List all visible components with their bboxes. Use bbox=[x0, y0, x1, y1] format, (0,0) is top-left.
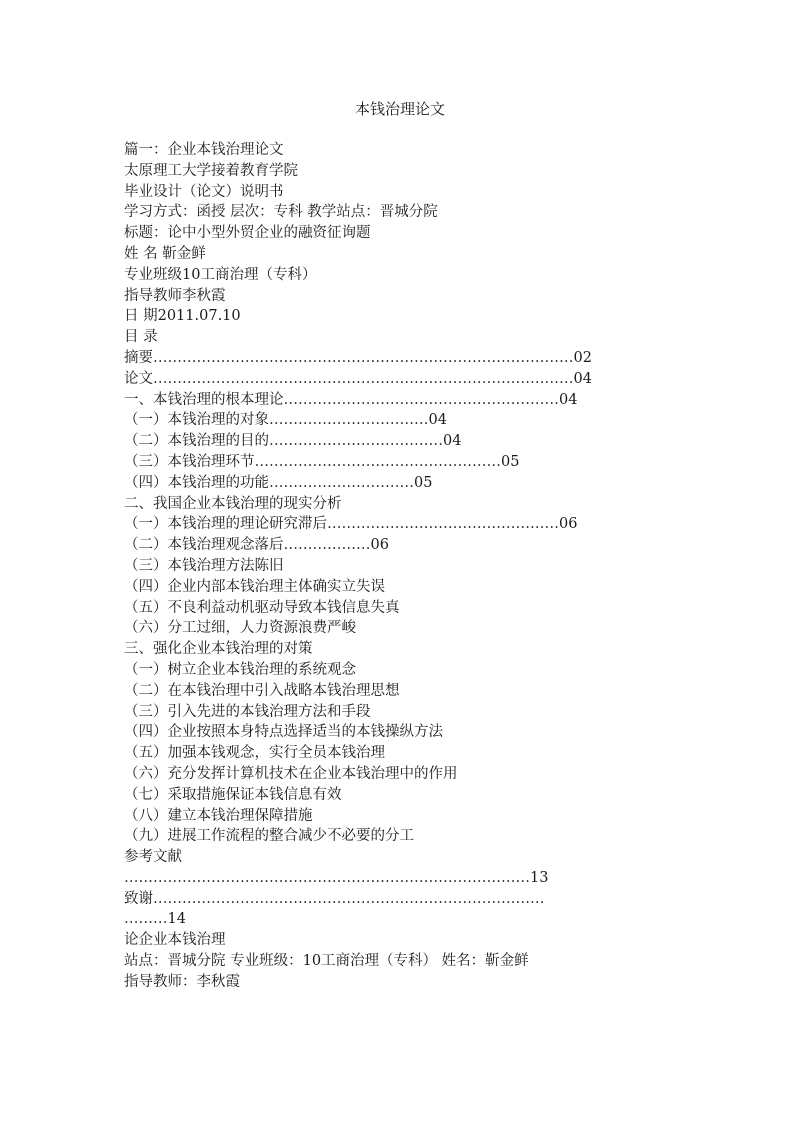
toc-label: （一）本钱治理的理论研究滞后 bbox=[124, 516, 327, 533]
toc-label: 一、本钱治理的根本理论 bbox=[124, 391, 284, 408]
toc-leader: …………………………………………………………………………… bbox=[153, 370, 574, 387]
toc-entry bbox=[124, 473, 654, 494]
toc-leader: …………………………………………………………………………… bbox=[153, 349, 574, 366]
toc-page-number: 05 bbox=[501, 453, 520, 470]
toc-label: （五）不良利益动机驱动导致本钱信息失真 bbox=[124, 599, 400, 616]
toc-label: （六）分工过细，人力资源浪费严峻 bbox=[124, 620, 356, 637]
toc-entry bbox=[124, 369, 654, 390]
toc-entry bbox=[124, 410, 654, 431]
toc-entry bbox=[124, 889, 654, 910]
toc-label: （三）引入先进的本钱治理方法和手段 bbox=[124, 703, 371, 720]
toc-label: 三、强化企业本钱治理的对策 bbox=[124, 641, 313, 658]
toc-entry bbox=[124, 785, 654, 806]
toc-label: （四）本钱治理的功能 bbox=[124, 474, 269, 491]
toc-entry bbox=[124, 722, 654, 743]
toc-entry bbox=[124, 494, 654, 515]
toc-entry bbox=[124, 847, 654, 868]
toc-entry bbox=[124, 556, 654, 577]
text-line: 姓 名 靳金鲜 bbox=[124, 245, 206, 262]
toc-entry bbox=[124, 660, 654, 681]
text-line: 毕业设计（论文）说明书 bbox=[124, 183, 284, 200]
toc-page-number: 06 bbox=[559, 516, 578, 533]
text-line: 站点：晋城分院 专业班级：10工商治理（专科） 姓名：靳金鲜 bbox=[124, 953, 529, 970]
toc-page-number: 04 bbox=[443, 433, 462, 450]
text-line: 指导教师：李秋霞 bbox=[124, 973, 240, 990]
toc-entry bbox=[124, 681, 654, 702]
toc-label: 参考文献 bbox=[124, 849, 182, 866]
text-line: 专业班级10工商治理（专科） bbox=[124, 266, 317, 283]
toc-page-number: 04 bbox=[428, 412, 447, 429]
toc-label: 致谢 bbox=[124, 890, 153, 907]
toc-entry bbox=[124, 348, 654, 369]
toc-entry bbox=[124, 390, 654, 411]
toc-entry bbox=[124, 868, 654, 889]
toc-label: （四）企业按照本身特点选择适当的本钱操纵方法 bbox=[124, 724, 443, 741]
toc-leader: …………………………… bbox=[269, 412, 429, 429]
toc-entry bbox=[124, 431, 654, 452]
toc-entry bbox=[124, 535, 654, 556]
toc-leader: ……… bbox=[124, 911, 168, 928]
document-title: 本钱治理论文 bbox=[354, 100, 445, 118]
toc-leader: ………………………… bbox=[269, 474, 414, 491]
toc-label: （五）加强本钱观念，实行全员本钱治理 bbox=[124, 745, 385, 762]
toc-label: （二）本钱治理的目的 bbox=[124, 433, 269, 450]
toc-page-number: 04 bbox=[573, 370, 592, 387]
text-line: 日 期2011.07.10 bbox=[124, 308, 241, 325]
table-of-contents bbox=[124, 348, 654, 930]
toc-leader: ……………… bbox=[283, 537, 371, 554]
toc-entry bbox=[124, 577, 654, 598]
toc-page-number: 02 bbox=[573, 349, 592, 366]
toc-label: 论文 bbox=[124, 370, 153, 387]
text-line: 学习方式：函授 层次：专科 教学站点：晋城分院 bbox=[124, 204, 438, 221]
toc-label: （二）在本钱治理中引入战略本钱治理思想 bbox=[124, 682, 400, 699]
toc-page-number: 14 bbox=[167, 911, 186, 928]
toc-label: （九）进展工作流程的整合减少不必要的分工 bbox=[124, 828, 414, 845]
toc-label: （六）充分发挥计算机技术在企业本钱治理中的作用 bbox=[124, 765, 458, 782]
text-line: 篇一：企业本钱治理论文 bbox=[124, 142, 284, 158]
toc-page-number: 13 bbox=[530, 869, 549, 886]
toc-label: （一）本钱治理的对象 bbox=[124, 412, 269, 429]
toc-page-number: 06 bbox=[370, 537, 389, 554]
toc-leader: ………………………………………………………………………… bbox=[124, 869, 530, 886]
toc-label: （二）本钱治理观念落后 bbox=[124, 537, 284, 554]
toc-entry bbox=[124, 806, 654, 827]
text-line: 标题：论中小型外贸企业的融资征询题 bbox=[124, 225, 371, 242]
toc-entry bbox=[124, 909, 654, 930]
toc-label: （七）采取措施保证本钱信息有效 bbox=[124, 786, 342, 803]
toc-entry bbox=[124, 702, 654, 723]
toc-label: （三）本钱治理方法陈旧 bbox=[124, 557, 284, 574]
document-body bbox=[124, 140, 654, 993]
toc-label: 摘要 bbox=[124, 349, 153, 366]
toc-page-number: 05 bbox=[414, 474, 433, 491]
toc-label: （四）企业内部本钱治理主体确实立失误 bbox=[124, 578, 385, 595]
toc-leader: ……………………………… bbox=[269, 433, 443, 450]
toc-entry bbox=[124, 514, 654, 535]
toc-entry bbox=[124, 452, 654, 473]
footer-block bbox=[124, 930, 654, 992]
toc-label: 二、我国企业本钱治理的现实分析 bbox=[124, 495, 342, 512]
toc-entry bbox=[124, 743, 654, 764]
toc-label: （一）树立企业本钱治理的系统观念 bbox=[124, 661, 356, 678]
toc-page-number: 04 bbox=[559, 391, 578, 408]
toc-entry bbox=[124, 764, 654, 785]
toc-leader: ………………………………………………… bbox=[283, 391, 559, 408]
text-line: 论企业本钱治理 bbox=[124, 932, 226, 949]
toc-entry bbox=[124, 639, 654, 660]
toc-label: （三）本钱治理环节 bbox=[124, 453, 255, 470]
toc-heading: 目 录 bbox=[124, 329, 158, 346]
toc-label: （八）建立本钱治理保障措施 bbox=[124, 807, 313, 824]
text-line: 指导教师李秋霞 bbox=[124, 287, 226, 304]
toc-leader: ………………………………………… bbox=[327, 516, 559, 533]
text-line: 太原理工大学接着教育学院 bbox=[124, 162, 298, 179]
toc-leader: ……………………………………………………………………… bbox=[153, 890, 545, 907]
toc-entry bbox=[124, 826, 654, 847]
toc-entry bbox=[124, 598, 654, 619]
header-block bbox=[124, 140, 654, 348]
toc-entry bbox=[124, 618, 654, 639]
toc-leader: …………………………………………… bbox=[254, 453, 501, 470]
